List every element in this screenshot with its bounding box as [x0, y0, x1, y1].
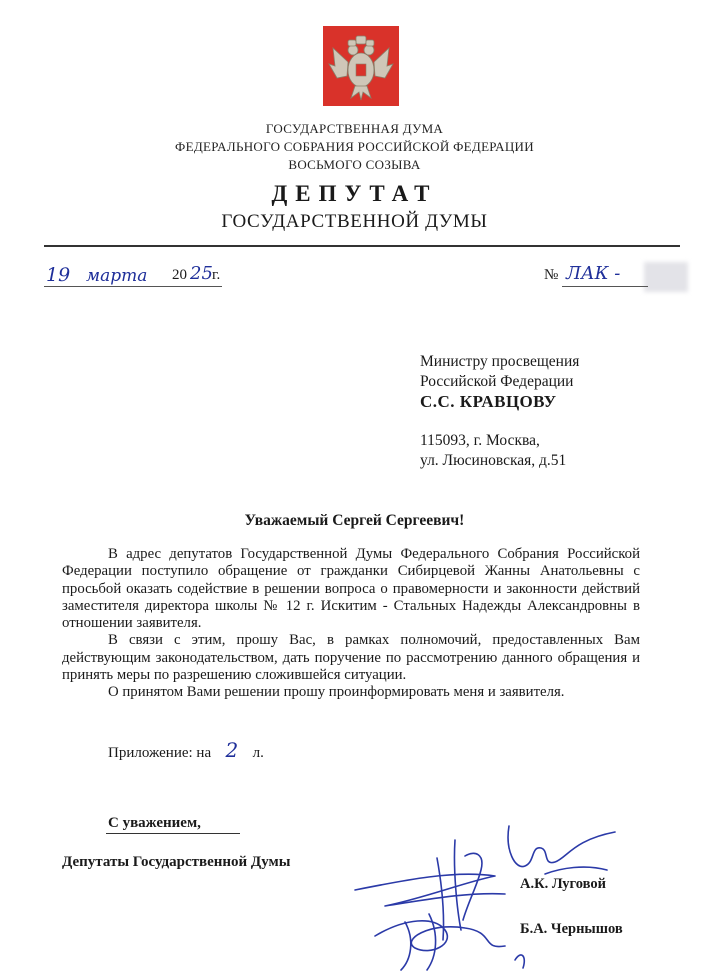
signer-1-name: А.К. Луговой — [520, 876, 607, 892]
letter-body — [62, 546, 640, 702]
letterhead-line-1: ГОСУДАРСТВЕННАЯ ДУМА — [265, 121, 444, 136]
attachment-suffix: л. — [252, 745, 264, 761]
body-paragraph-2: В связи с этим, прошу Вас, в рамках полномочий, предоставленных Вам действующим законодательством, дать поручение по рассмотрению данного обращения и принять меры по разрешению сложившейся ситуации. — [62, 632, 640, 684]
date-month: марта — [86, 266, 148, 286]
attachment-line — [108, 738, 264, 762]
body-paragraph-1: В адрес депутатов Государственной Думы Федерального Собрания Российской Федерации поступило обращение от гражданки Сибирцевой Жанны Анатольевны с просьбой оказать содействие в решении вопроса о правомерности и законности действий заместителя директора школы № 12 г. Искитим - Стальных Надежды Александровны в отношении заявителя. — [62, 546, 640, 632]
date-suffix: г. — [212, 267, 221, 283]
letterhead-subtitle: ГОСУДАРСТВЕННОЙ ДУМЫ — [221, 211, 488, 232]
addressee-country: Российской Федерации — [420, 373, 574, 390]
addressee-position: Министру просвещения — [420, 353, 580, 370]
coat-of-arms-emblem — [323, 26, 399, 106]
closing-regards: С уважением, — [108, 815, 201, 831]
signature-stroke-4 — [463, 853, 482, 920]
date-year-hand: 25 — [190, 263, 213, 284]
addressee-address-1: 115093, г. Москва, — [420, 432, 540, 449]
date-underline — [44, 286, 222, 287]
salutation: Уважаемый Сергей Сергеевич! — [244, 512, 465, 529]
letterhead-line-2: ФЕДЕРАЛЬНОГО СОБРАНИЯ РОССИЙСКОЙ ФЕДЕРАЦИИ — [175, 139, 534, 154]
double-headed-eagle-icon — [323, 26, 399, 106]
registration-number-field — [544, 262, 689, 292]
signature-stroke-8 — [401, 922, 411, 970]
signature-stroke-6 — [545, 867, 607, 874]
signature-stroke-5 — [508, 826, 615, 867]
addressee-name: С.С. КРАВЦОВУ — [420, 392, 557, 411]
date-field — [44, 262, 234, 292]
reg-underline — [562, 286, 648, 287]
signer-2-name: Б.А. Чернышов — [520, 921, 623, 937]
reg-label: № — [544, 267, 559, 283]
body-paragraph-3: О принятом Вами решении прошу проинформировать меня и заявителя. — [108, 684, 565, 701]
signature-stroke-7 — [375, 921, 505, 951]
closing-deputies: Депутаты Государственной Думы — [62, 854, 291, 870]
date-year-prefix: 20 — [172, 267, 187, 283]
addressee-address-2: ул. Люсиновская, д.51 — [420, 452, 567, 469]
attachment-prefix: Приложение: на — [108, 745, 212, 761]
signature-stroke-1 — [355, 874, 505, 906]
date-day: 19 — [46, 264, 71, 286]
redaction-blur — [644, 262, 688, 292]
letterhead-line-3: ВОСЬМОГО СОЗЫВА — [288, 157, 421, 172]
letterhead-title: ДЕПУТАТ — [271, 181, 438, 206]
attachment-pages: 2 — [225, 738, 239, 762]
header-divider — [44, 245, 680, 247]
regards-underline — [106, 833, 240, 834]
signature-stroke-10 — [515, 955, 524, 968]
handwritten-signatures — [345, 810, 645, 976]
reg-number-hand: ЛАК - — [566, 263, 621, 284]
